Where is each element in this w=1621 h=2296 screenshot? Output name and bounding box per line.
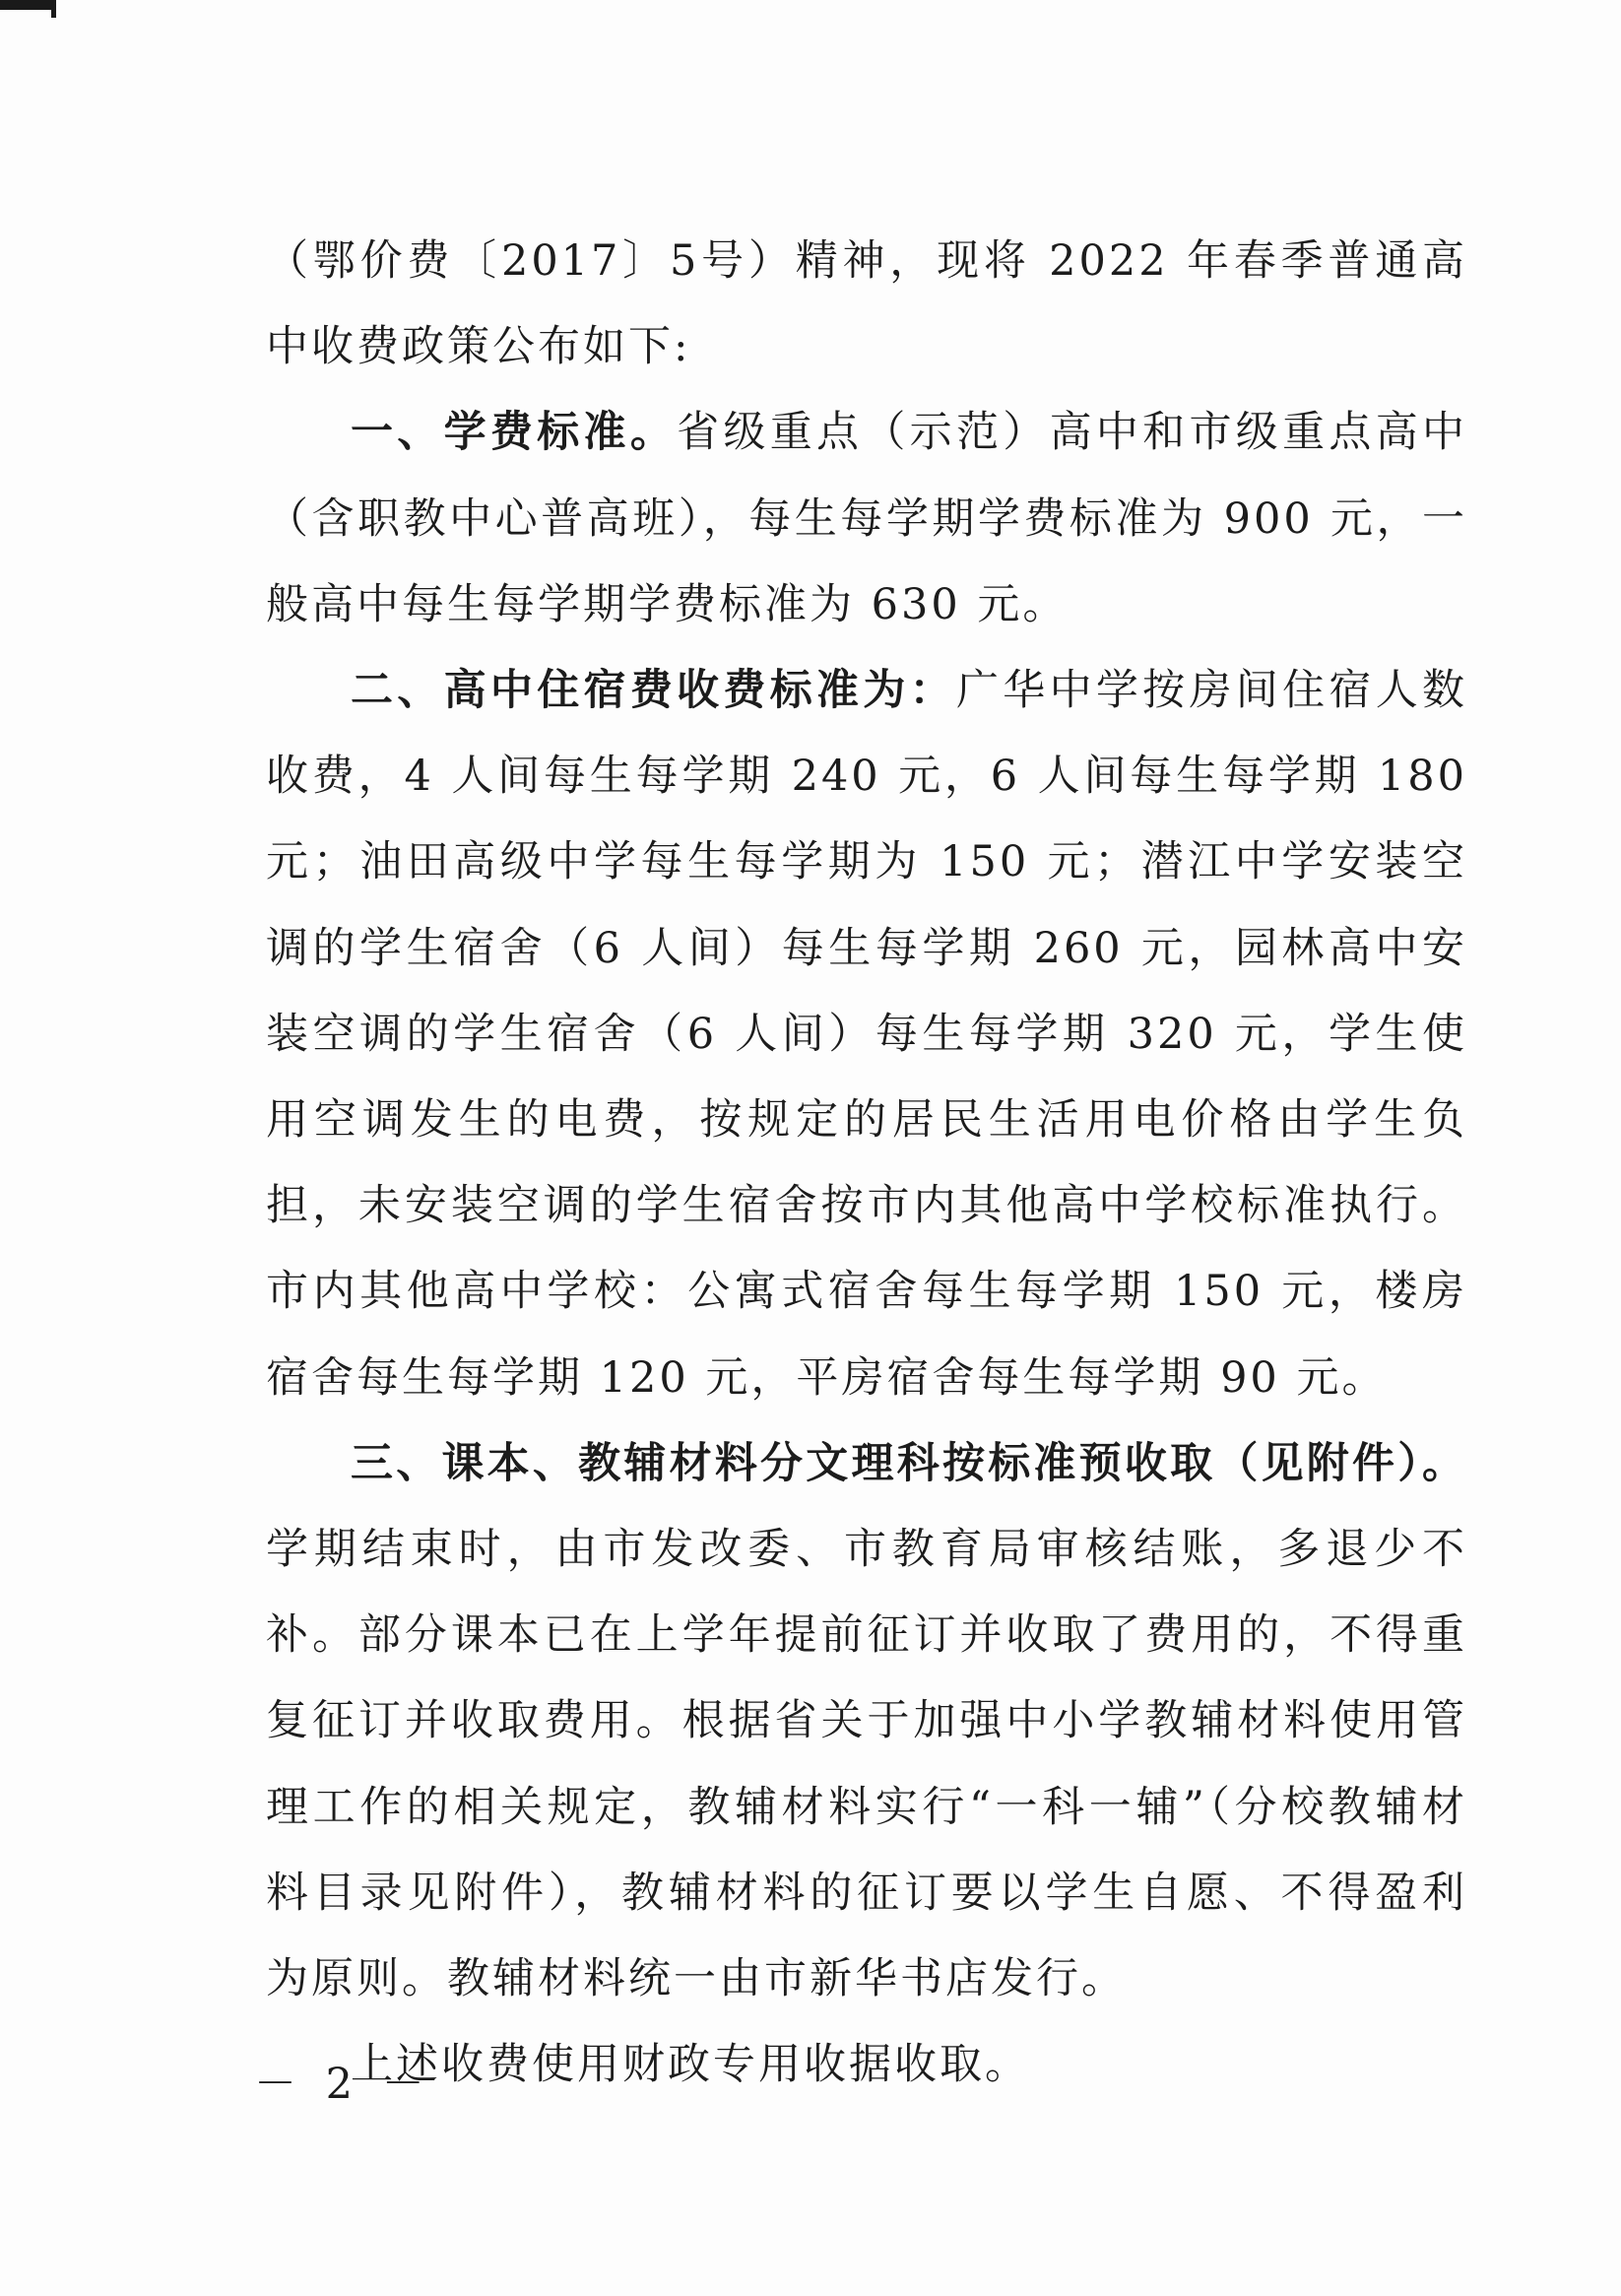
- section-2-heading: 二、高中住宿费收费标准为：: [351, 666, 956, 716]
- section-3-body: 学期结束时，由市发改委、市教育局审核结账，多退少不补。部分课本已在上学年提前征订并收取了费用的，不得重复征订并收取费用。根据省关于加强中小学教辅材料使用管理工作的相关规定，教辅材料实行“一科一辅”（分校教辅材料目录见附件），教辅材料的征订要以学生自愿、不得盈利为原则。教辅材料统一由市新华书店发行。: [266, 1525, 1467, 2004]
- page-number: － 2 －: [254, 2060, 432, 2109]
- document-body: [266, 219, 1467, 2108]
- section-1-heading: 一、学费标准。: [351, 408, 678, 458]
- section-2-paragraph: [266, 648, 1467, 1421]
- corner-crop-mark: [0, 0, 55, 10]
- corner-crop-mark-vertical: [51, 0, 56, 18]
- section-3-paragraph: [266, 1421, 1467, 2022]
- section-1-body: 省级重点（示范）高中和市级重点高中（含职教中心普高班），每生每学期学费标准为 900 元，一般高中每生每学期学费标准为 630 元。: [266, 408, 1468, 629]
- section-3-heading: 三、课本、教辅材料分文理科按标准预收取（见附件）。: [351, 1438, 1467, 1488]
- intro-paragraph: （鄂价费〔2017〕5号）精神，现将 2022 年春季普通高中收费政策公布如下:: [266, 236, 1467, 372]
- section-1-paragraph: [266, 390, 1467, 648]
- closing-paragraph: 上述收费使用财政专用收据收取。: [351, 2040, 1030, 2090]
- section-2-body: 广华中学按房间住宿人数收费，4 人间每生每学期 240 元，6 人间每生每学期 180 元；油田高级中学每生每学期为 150 元；潜江中学安装空调的学生宿舍（6 人间）每生每学期 260 元，园林高中安装空调的学生宿舍（6 人间）每生每学期 320 元，学生使用空调发生的电费，按规定的居民生活用电价格由学生负担，未安装空调的学生宿舍按市内其他高中学校标准执行。市内其他高中学校：公寓式宿舍每生每学期 150 元，楼房宿舍每生每学期 120 元，平房宿舍每生每学期 90 元。: [266, 666, 1468, 1403]
